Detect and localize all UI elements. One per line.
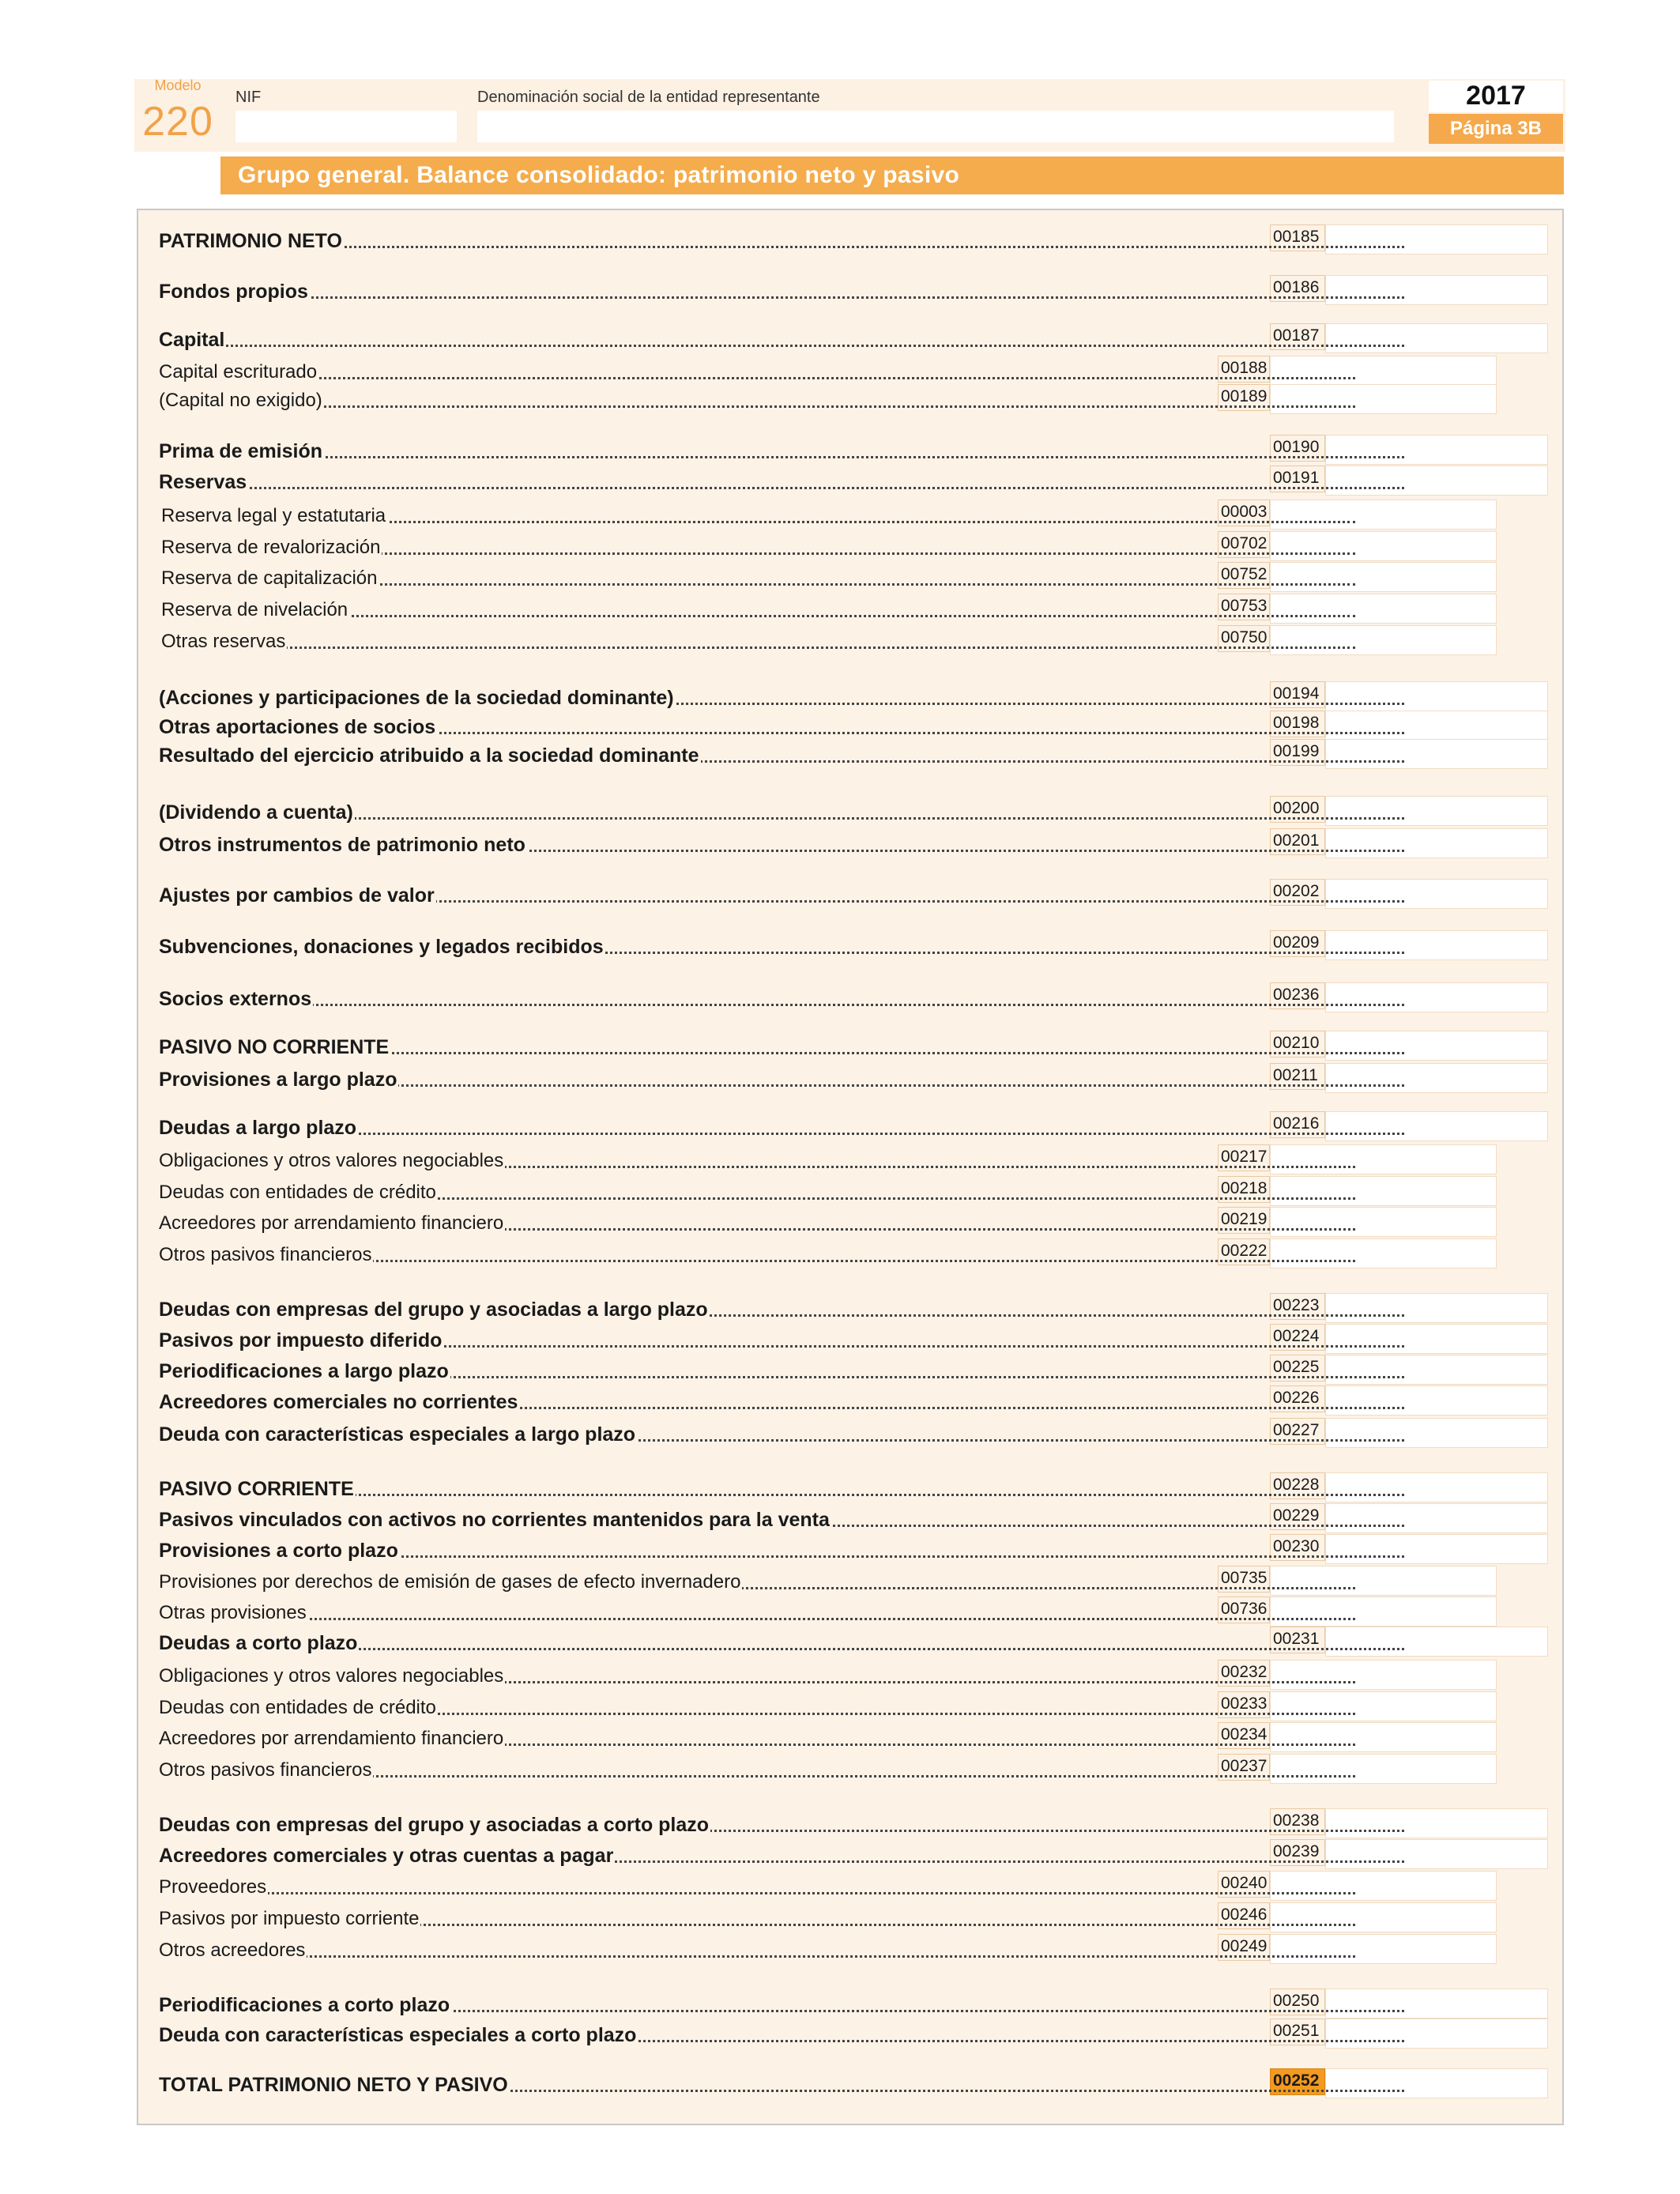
row-label: (Acciones y participaciones de la sociedad dominante): [159, 684, 1404, 711]
row-code: 00194: [1270, 681, 1325, 708]
year-label: 2017: [1429, 81, 1563, 112]
row-label: Deudas a corto plazo: [159, 1630, 1404, 1657]
row-label: Deudas con entidades de crédito: [159, 1695, 1355, 1721]
row-label: Proveedores: [159, 1874, 1355, 1901]
nif-field[interactable]: [235, 111, 457, 142]
row-code: 00750: [1218, 625, 1270, 652]
value-field[interactable]: [1270, 1691, 1497, 1721]
value-field[interactable]: [1270, 1754, 1497, 1784]
row-label: Deudas a largo plazo: [159, 1114, 1404, 1141]
row-label: Ajustes por cambios de valor: [159, 882, 1404, 909]
row-code: 00240: [1218, 1871, 1270, 1898]
row-label: Obligaciones y otros valores negociables: [159, 1148, 1355, 1174]
row-label: Deuda con características especiales a corto plazo: [159, 2022, 1404, 2049]
denominacion-label: Denominación social de la entidad representante: [477, 89, 820, 106]
row-code: 00209: [1270, 930, 1325, 957]
row-label: Prima de emisión: [159, 438, 1404, 465]
value-field[interactable]: [1270, 562, 1497, 592]
row-label: Deudas con empresas del grupo y asociadas a corto plazo: [159, 1811, 1404, 1838]
row-code: 00702: [1218, 531, 1270, 558]
row-label: Provisiones a largo plazo: [159, 1066, 1404, 1093]
row-code: 00186: [1270, 275, 1325, 302]
row-code: 00202: [1270, 879, 1325, 906]
row-code: 00231: [1270, 1627, 1325, 1653]
row-code: 00216: [1270, 1111, 1325, 1138]
value-field[interactable]: [1270, 625, 1497, 655]
row-code: 00187: [1270, 323, 1325, 350]
value-field[interactable]: [1270, 1902, 1497, 1932]
value-field[interactable]: [1325, 2068, 1548, 2098]
row-label: Otras provisiones: [159, 1600, 1355, 1627]
row-label: Acreedores por arrendamiento financiero: [159, 1210, 1355, 1237]
row-code: 00237: [1218, 1754, 1270, 1781]
row-code: 00190: [1270, 435, 1325, 462]
value-field[interactable]: [1325, 323, 1548, 353]
row-code: 00191: [1270, 466, 1325, 492]
section-title-bar: [220, 156, 1564, 194]
row-code: 00752: [1218, 562, 1270, 589]
row-label: Periodificaciones a corto plazo: [159, 1992, 1404, 2019]
value-field[interactable]: [1270, 356, 1497, 386]
row-label: Socios externos: [159, 986, 1404, 1012]
row-label: Periodificaciones a largo plazo: [159, 1358, 1404, 1385]
row-code: 00200: [1270, 796, 1325, 823]
row-label: Fondos propios: [159, 278, 1404, 305]
row-label: Otras aportaciones de socios: [159, 714, 1404, 741]
row-code: 00735: [1218, 1566, 1270, 1593]
row-code: 00223: [1270, 1293, 1325, 1320]
value-field[interactable]: [1270, 594, 1497, 624]
row-code: 00250: [1270, 1989, 1325, 2015]
row-label: Otros pasivos financieros: [159, 1242, 1355, 1269]
row-label: Resultado del ejercicio atribuido a la sociedad dominante: [159, 742, 1404, 769]
value-field[interactable]: [1270, 499, 1497, 530]
row-label: Pasivos por impuesto diferido: [159, 1327, 1404, 1354]
row-code: 00246: [1218, 1902, 1270, 1929]
row-label: Provisiones por derechos de emisión de gases de efecto invernadero: [159, 1569, 1355, 1596]
value-field[interactable]: [1325, 930, 1548, 960]
row-label: Otras reservas: [161, 628, 1355, 655]
row-label: Otros pasivos financieros: [159, 1757, 1355, 1784]
value-field[interactable]: [1325, 275, 1548, 305]
value-field[interactable]: [1325, 796, 1548, 826]
value-field[interactable]: [1270, 1238, 1497, 1269]
row-code: 00225: [1270, 1355, 1325, 1382]
row-label: Deuda con características especiales a largo plazo: [159, 1421, 1404, 1448]
row-code: 00234: [1218, 1722, 1270, 1749]
row-code: 00185: [1270, 224, 1325, 251]
row-label: (Capital no exigido): [159, 387, 1355, 414]
row-label: Acreedores comerciales no corrientes: [159, 1389, 1404, 1416]
section-title: Grupo general. Balance consolidado: patrimonio neto y pasivo: [238, 162, 960, 188]
row-code: 00236: [1270, 982, 1325, 1009]
value-field[interactable]: [1325, 1808, 1548, 1838]
row-label: Otros acreedores: [159, 1937, 1355, 1964]
row-code: 00228: [1270, 1472, 1325, 1499]
row-code: 00210: [1270, 1031, 1325, 1057]
row-code: 00224: [1270, 1324, 1325, 1351]
row-label: PASIVO CORRIENTE: [159, 1476, 1404, 1502]
row-label: Acreedores comerciales y otras cuentas a pagar: [159, 1842, 1404, 1869]
value-field[interactable]: [1325, 1534, 1548, 1564]
row-code: 00211: [1270, 1063, 1325, 1090]
row-code: 00198: [1270, 711, 1325, 737]
row-label: Reserva de revalorización: [161, 534, 1355, 561]
denominacion-field[interactable]: [477, 111, 1394, 142]
value-field[interactable]: [1270, 1722, 1497, 1752]
row-label: Obligaciones y otros valores negociables: [159, 1663, 1355, 1690]
value-field[interactable]: [1325, 982, 1548, 1012]
row-label: Subvenciones, donaciones y legados recibidos: [159, 933, 1404, 960]
row-code: 00230: [1270, 1534, 1325, 1561]
value-field[interactable]: [1325, 1063, 1548, 1093]
value-field[interactable]: [1325, 2019, 1548, 2049]
value-field[interactable]: [1270, 1207, 1497, 1237]
value-field[interactable]: [1325, 711, 1548, 741]
row-code: 00252: [1270, 2068, 1325, 2095]
row-code: 00227: [1270, 1418, 1325, 1445]
value-field[interactable]: [1325, 1293, 1548, 1323]
value-field[interactable]: [1325, 466, 1548, 496]
value-field[interactable]: [1325, 1989, 1548, 2019]
page-tag: Página 3B: [1429, 114, 1563, 144]
row-label: Reserva legal y estatutaria: [161, 503, 1355, 530]
row-label: PATRIMONIO NETO: [159, 228, 1404, 254]
balance-form: [137, 209, 1564, 2125]
value-field[interactable]: [1325, 681, 1548, 711]
value-field[interactable]: [1270, 531, 1497, 561]
value-field[interactable]: [1270, 1871, 1497, 1901]
row-label: Reserva de capitalización: [161, 565, 1355, 592]
row-label: Deudas con empresas del grupo y asociadas a largo plazo: [159, 1296, 1404, 1323]
row-code: 00229: [1270, 1503, 1325, 1530]
row-code: 00239: [1270, 1839, 1325, 1866]
row-code: 00238: [1270, 1808, 1325, 1835]
nif-label: NIF: [235, 89, 262, 106]
row-code: 00232: [1218, 1660, 1270, 1687]
value-field[interactable]: [1270, 1144, 1497, 1174]
value-field[interactable]: [1270, 1596, 1497, 1627]
value-field[interactable]: [1270, 1566, 1497, 1596]
value-field[interactable]: [1325, 1111, 1548, 1141]
value-field[interactable]: [1325, 1472, 1548, 1502]
row-label: Capital: [159, 326, 1404, 353]
value-field[interactable]: [1270, 1660, 1497, 1690]
value-field[interactable]: [1325, 828, 1548, 858]
row-code: 00201: [1270, 828, 1325, 855]
value-field[interactable]: [1325, 1355, 1548, 1385]
value-field[interactable]: [1325, 435, 1548, 465]
row-code: 00217: [1218, 1144, 1270, 1171]
value-field[interactable]: [1325, 1031, 1548, 1061]
value-field[interactable]: [1325, 224, 1548, 254]
row-label: TOTAL PATRIMONIO NETO Y PASIVO: [159, 2071, 1404, 2098]
row-code: 00188: [1218, 356, 1270, 383]
row-label: (Dividendo a cuenta): [159, 799, 1404, 826]
row-label: Pasivos por impuesto corriente: [159, 1906, 1355, 1932]
row-code: 00003: [1218, 499, 1270, 526]
row-code: 00218: [1218, 1176, 1270, 1203]
value-field[interactable]: [1325, 1503, 1548, 1533]
value-field[interactable]: [1270, 1934, 1497, 1964]
row-code: 00222: [1218, 1238, 1270, 1265]
row-code: 00753: [1218, 594, 1270, 620]
row-code: 00199: [1270, 739, 1325, 766]
row-code: 00226: [1270, 1385, 1325, 1412]
row-code: 00233: [1218, 1691, 1270, 1718]
row-label: PASIVO NO CORRIENTE: [159, 1034, 1404, 1061]
row-label: Otros instrumentos de patrimonio neto: [159, 831, 1404, 858]
row-code: 00219: [1218, 1207, 1270, 1234]
row-code: 00189: [1218, 384, 1270, 411]
value-field[interactable]: [1325, 1839, 1548, 1869]
row-label: Reserva de nivelación: [161, 597, 1355, 624]
value-field[interactable]: [1270, 384, 1497, 414]
row-label: Acreedores por arrendamiento financiero: [159, 1725, 1355, 1752]
value-field[interactable]: [1325, 1324, 1548, 1354]
row-label: Reservas: [159, 469, 1404, 496]
value-field[interactable]: [1325, 1418, 1548, 1448]
row-label: Provisiones a corto plazo: [159, 1537, 1404, 1564]
value-field[interactable]: [1325, 1627, 1548, 1657]
value-field[interactable]: [1325, 739, 1548, 769]
row-label: Capital escriturado: [159, 359, 1355, 386]
row-code: 00736: [1218, 1596, 1270, 1623]
row-code: 00249: [1218, 1934, 1270, 1961]
value-field[interactable]: [1325, 1385, 1548, 1416]
value-field[interactable]: [1325, 879, 1548, 909]
value-field[interactable]: [1270, 1176, 1497, 1206]
modelo-label: Modelo: [154, 77, 202, 93]
row-label: Pasivos vinculados con activos no corrientes mantenidos para la venta: [159, 1506, 1404, 1533]
row-code: 00251: [1270, 2019, 1325, 2045]
row-label: Deudas con entidades de crédito: [159, 1179, 1355, 1206]
modelo-number: 220: [142, 99, 213, 145]
